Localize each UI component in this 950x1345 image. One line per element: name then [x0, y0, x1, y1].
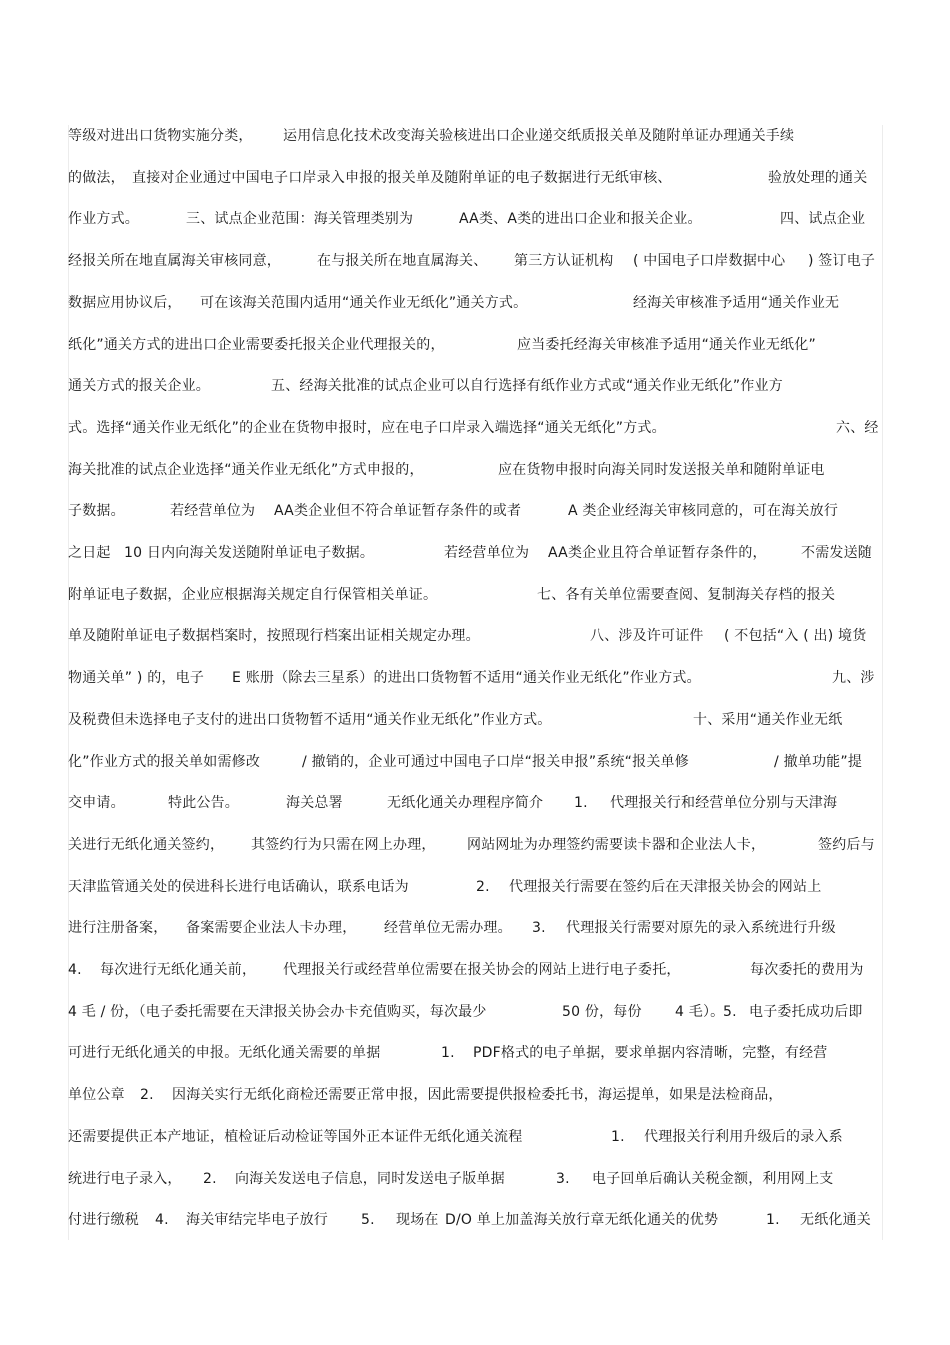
text-segment: 2. — [140, 1087, 154, 1104]
text-line-3 — [0, 209, 950, 233]
text-segment: 数据应用协议后， — [68, 294, 182, 311]
text-line-5 — [0, 293, 950, 317]
text-segment: / 撤销的，企业可通过中国电子口岸“报关申报”系统“报关单修 — [302, 753, 689, 770]
text-segment: 5. — [361, 1212, 375, 1229]
text-segment: A 类企业经海关审核同意的，可在海关放行 — [568, 503, 839, 520]
text-segment: 4. — [155, 1212, 169, 1229]
text-segment: 因海关实行无纸化商检还需要正常申报，因此需要提供报检委托书，海运提单，如果是法检商品， — [172, 1087, 783, 1104]
text-segment: 2. — [476, 878, 490, 895]
text-segment: 等级对进出口货物实施分类， — [68, 128, 253, 144]
text-segment: 九、涉 — [832, 670, 875, 687]
text-segment: 代理报关行需要在签约后在天津报关协会的网站上 — [509, 878, 822, 895]
text-segment: 的做法， — [68, 169, 125, 186]
text-segment: 海关审结完毕电子放行 — [186, 1212, 328, 1229]
text-segment: 可进行无纸化通关的申报。无纸化通关需要的单据 — [68, 1045, 381, 1062]
text-segment: / 撤单功能”提 — [774, 753, 863, 770]
text-segment: 若经营单位为 — [444, 545, 530, 561]
text-segment: 1. — [766, 1212, 780, 1229]
text-segment: 50 份，每份 — [562, 1003, 642, 1020]
text-line-18 — [0, 835, 950, 859]
text-line-2 — [0, 168, 950, 192]
text-segment: 十、采用“通关作业无纸 — [693, 711, 843, 728]
text-segment: 四、试点企业 — [780, 211, 866, 228]
text-segment: 进行注册备案， — [68, 920, 168, 937]
text-line-20 — [0, 918, 950, 942]
text-segment: 统进行电子录入， — [68, 1170, 182, 1187]
text-segment: ( 不包括“入 ( 出) 境货 — [724, 628, 867, 645]
text-segment: 电子回单后确认关税金额，利用网上支 — [592, 1170, 834, 1187]
text-line-9 — [0, 460, 950, 484]
text-segment: 单位公章 — [68, 1087, 125, 1104]
text-segment: ) 签订电子 — [808, 253, 876, 270]
text-segment: 物通关单” ) 的，电子 — [68, 670, 205, 687]
text-segment: 三、试点企业范围：海关管理类别为 — [186, 211, 414, 228]
text-segment: 不需发送随 — [801, 545, 872, 561]
text-segment: 若经营单位为 — [170, 503, 256, 520]
text-line-11 — [0, 543, 950, 567]
text-line-24 — [0, 1085, 950, 1109]
text-segment: 海关总署 — [286, 795, 343, 812]
text-segment: 5. — [723, 1003, 737, 1020]
text-segment: 及税费但未选择电子支付的进出口货物暂不适用“通关作业无纸化”作业方式。 — [68, 711, 552, 728]
text-segment: 还需要提供正本产地证，植检证后动检证等国外正本证件无纸化通关流程 — [68, 1128, 523, 1145]
text-segment: 每次进行无纸化通关前， — [100, 962, 257, 978]
text-segment: 备案需要企业法人卡办理， — [186, 920, 357, 937]
text-segment: 在与报关所在地直属海关、 — [317, 253, 488, 270]
text-segment: 附单证电子数据，企业应根据海关规定自行保管相关单证。 — [68, 586, 438, 603]
text-segment: 经营单位无需办理。 — [384, 920, 512, 937]
text-segment: 验放处理的通关 — [768, 169, 868, 186]
text-line-27 — [0, 1210, 950, 1234]
text-segment: 1. — [441, 1045, 455, 1062]
text-segment: 其签约行为只需在网上办理， — [251, 836, 436, 853]
text-segment: 4 毛）。 — [675, 1003, 725, 1020]
text-segment: 单及随附单证电子数据档案时，按照现行档案出证相关规定办理。 — [68, 628, 480, 645]
text-segment: 4 毛 / 份，（电子委托需要在天津报关协会办卡充值购买，每次最少 — [68, 1003, 487, 1020]
text-line-14 — [0, 668, 950, 692]
text-segment: ( 中国电子口岸数据中心 — [633, 253, 786, 270]
text-segment: 关进行无纸化通关签约， — [68, 836, 225, 853]
text-segment: 天津监管通关处的侯进科长进行电话确认，联系电话为 — [68, 878, 409, 895]
text-segment: 1. — [611, 1128, 625, 1145]
text-segment: 无纸化通关办理程序简介 — [387, 795, 544, 812]
text-segment: 第三方认证机构 — [514, 253, 614, 270]
text-segment: 经报关所在地直属海关审核同意， — [68, 253, 281, 270]
text-segment: 代理报关行或经营单位需要在报关协会的网站上进行电子委托， — [283, 962, 681, 978]
text-line-10 — [0, 501, 950, 525]
text-line-15 — [0, 710, 950, 734]
text-segment: 应在货物申报时向海关同时发送报关单和随附单证电 — [498, 461, 825, 478]
text-line-4 — [0, 251, 950, 275]
text-segment: 现场在 — [396, 1212, 439, 1229]
text-line-6 — [0, 335, 950, 359]
text-segment: E 账册（除去三星系）的进出口货物暂不适用“通关作业无纸化”作业方式。 — [232, 670, 701, 687]
text-segment: 运用信息化技术改变海关验核进出口企业递交纸质报关单及随附单证办理通关手续 — [283, 128, 795, 144]
text-segment: 电子委托成功后即 — [749, 1003, 863, 1020]
text-line-26 — [0, 1169, 950, 1193]
text-segment: AA类、A类的进出口企业和报关企业。 — [459, 211, 702, 228]
text-line-22 — [0, 1002, 950, 1026]
text-line-7 — [0, 376, 950, 400]
text-segment: AA类企业且符合单证暂存条件的， — [548, 545, 767, 561]
text-segment: 向海关发送电子信息，同时发送电子版单据 — [235, 1170, 505, 1187]
text-segment: 化”作业方式的报关单如需修改 — [68, 753, 261, 770]
text-segment: 3. — [532, 920, 546, 937]
text-segment: 3. — [556, 1170, 570, 1187]
text-segment: PDF格式的电子单据，要求单据内容清晰，完整，有经营 — [473, 1045, 828, 1062]
text-segment: 作业方式。 — [68, 211, 139, 228]
text-segment: 付进行缴税 — [68, 1212, 139, 1229]
text-segment: 4. — [68, 962, 82, 978]
text-segment: 之日起 — [68, 545, 111, 561]
text-segment: 网站网址为办理签约需要读卡器和企业法人卡， — [467, 836, 766, 853]
text-segment: 子数据。 — [68, 503, 125, 520]
text-segment: 签约后与 — [818, 836, 875, 853]
text-segment: 式。选择“通关作业无纸化”的企业在货物申报时，应在电子口岸录入端选择“通关无纸化”方式。 — [68, 419, 666, 436]
text-line-13 — [0, 626, 950, 650]
text-segment: 八、涉及许可证件 — [590, 628, 704, 645]
text-segment: 通关方式的报关企业。 — [68, 378, 210, 395]
text-segment: 交申请。 — [68, 795, 125, 812]
text-line-8 — [0, 418, 950, 442]
text-segment: 每次委托的费用为 — [750, 962, 864, 978]
text-segment: 六、经 — [836, 419, 879, 436]
text-segment: 10 日内向海关发送随附单证电子数据。 — [124, 545, 375, 561]
text-segment: 代理报关行利用升级后的录入系 — [644, 1128, 843, 1145]
text-segment: 1. — [574, 795, 588, 812]
text-segment: 经海关审核准予适用“通关作业无 — [633, 294, 840, 311]
text-segment: 代理报关行和经营单位分别与天津海 — [610, 795, 838, 812]
text-segment: 2. — [203, 1170, 217, 1187]
text-segment: 海关批准的试点企业选择“通关作业无纸化”方式申报的， — [68, 461, 424, 478]
text-segment: 直接对企业通过中国电子口岸录入申报的报关单及随附单证的电子数据进行无纸审核、 — [132, 169, 672, 186]
text-segment: 无纸化通关 — [800, 1212, 871, 1229]
text-segment: 特此公告。 — [168, 795, 239, 812]
text-segment: 纸化”通关方式的进出口企业需要委托报关企业代理报关的， — [68, 336, 445, 353]
text-line-23 — [0, 1043, 950, 1067]
text-segment: 七、各有关单位需要查阅、复制海关存档的报关 — [537, 586, 836, 603]
text-line-21 — [0, 960, 950, 984]
text-line-17 — [0, 793, 950, 817]
text-line-25 — [0, 1127, 950, 1151]
text-line-1 — [0, 126, 950, 150]
text-segment: 五、经海关批准的试点企业可以自行选择有纸作业方式或“通关作业无纸化”作业方 — [271, 378, 783, 395]
text-segment: 代理报关行需要对原先的录入系统进行升级 — [566, 920, 836, 937]
text-segment: AA类企业但不符合单证暂存条件的或者 — [274, 503, 522, 520]
text-segment: D/O 单上加盖海关放行章无纸化通关的优势 — [445, 1212, 719, 1229]
text-line-19 — [0, 877, 950, 901]
text-line-12 — [0, 585, 950, 609]
text-segment: 可在该海关范围内适用“通关作业无纸化”通关方式。 — [200, 294, 528, 311]
text-line-16 — [0, 752, 950, 776]
text-segment: 应当委托经海关审核准予适用“通关作业无纸化” — [517, 336, 816, 353]
